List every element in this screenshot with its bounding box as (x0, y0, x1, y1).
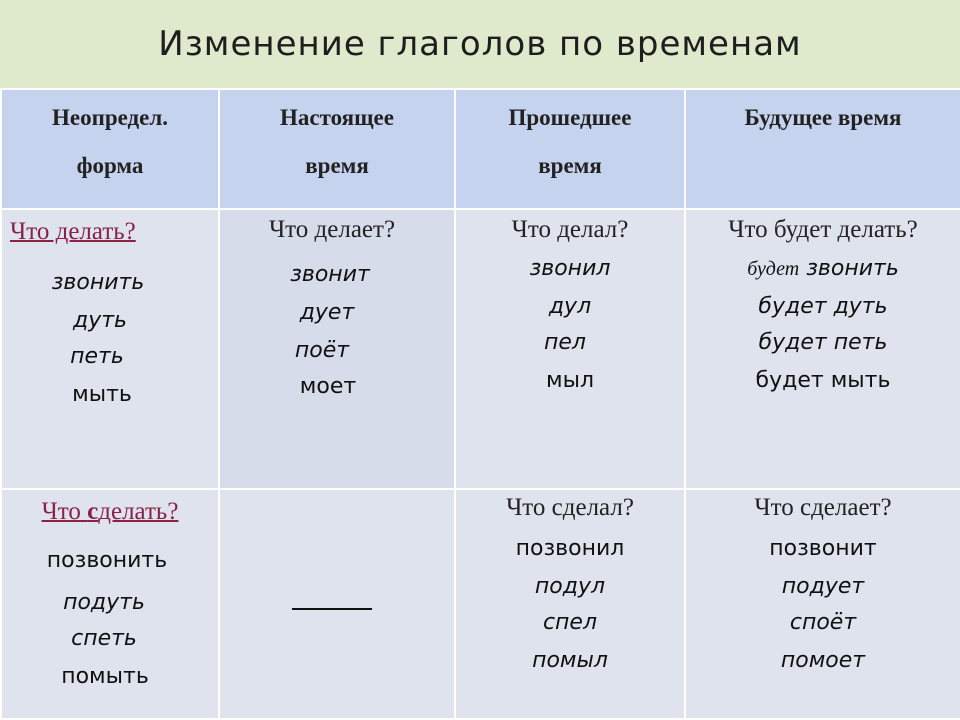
header-past (455, 89, 685, 209)
verb-word: дул (548, 294, 592, 319)
page-title: Изменение глаголов по временам (158, 24, 802, 64)
cell-infinitive (1, 489, 219, 719)
header-label: Будущее время (744, 105, 902, 130)
verb-word: подул (534, 574, 606, 599)
header-label: время (538, 153, 602, 178)
verb-word: споёт (789, 610, 857, 635)
verb-phrase (686, 256, 960, 281)
verb-word: помоет (780, 648, 866, 673)
header-infinitive (1, 89, 219, 209)
verb-word: позвонить (46, 548, 168, 573)
verb-word: моет (299, 374, 357, 399)
verb-word: звонил (529, 256, 611, 281)
verb-word: подует (781, 574, 865, 599)
cell-present (219, 209, 455, 489)
prefix-highlight: с (87, 498, 99, 525)
header-label: время (305, 153, 369, 178)
verb-phrase: будет дуть (758, 294, 888, 319)
verb-word: помыть (61, 664, 149, 689)
question-part: Что (41, 498, 88, 525)
question-part: делать? (98, 498, 179, 525)
question-label: Что делает? (268, 216, 396, 243)
question-label: Что делал? (511, 216, 629, 243)
title-bar (0, 0, 960, 88)
verb-phrase: будет мыть (755, 368, 891, 393)
verb-word: мыть (72, 382, 132, 407)
verb-word: спеть (71, 626, 137, 651)
header-present (219, 89, 455, 209)
cell-infinitive (1, 209, 219, 489)
verb-word: мыл (545, 368, 595, 393)
question-label: Что делать? (10, 218, 136, 245)
cell-present (219, 489, 455, 719)
verb-phrase: будет петь (758, 330, 888, 355)
question-label: Что будет делать? (728, 216, 918, 243)
empty-dash (292, 608, 372, 610)
question-label: Что сделает? (754, 494, 892, 521)
cell-future (685, 209, 960, 489)
header-row (1, 89, 960, 209)
verb-word: позвонил (515, 536, 625, 561)
verb-word: подуть (63, 590, 145, 615)
verb-word: звонить (806, 256, 899, 281)
header-label: Прошедшее (508, 105, 632, 130)
verb-word: помыл (532, 648, 608, 673)
verb-word: позвонит (769, 536, 877, 561)
verb-word: звонить (51, 270, 145, 295)
header-label: форма (76, 153, 144, 178)
cell-past (455, 489, 685, 719)
verb-word: звонит (290, 262, 370, 287)
verb-word: дуть (72, 308, 127, 333)
header-label: Неопредел. (51, 105, 169, 130)
aux-verb: будет (747, 258, 800, 280)
table-row-imperfective (1, 209, 960, 489)
verb-word: пел (544, 330, 586, 355)
verb-word: дует (299, 300, 355, 325)
question-label: Что сделал? (506, 494, 634, 521)
cell-past (455, 209, 685, 489)
table-row-perfective (1, 489, 960, 719)
verb-word: петь (70, 344, 124, 369)
verb-word: спел (542, 610, 598, 635)
cell-future (685, 489, 960, 719)
header-label: Настоящее (280, 105, 394, 130)
verb-word: поёт (294, 338, 350, 363)
question-label (2, 498, 218, 526)
verb-tenses-table (0, 88, 960, 720)
header-future (685, 89, 960, 209)
